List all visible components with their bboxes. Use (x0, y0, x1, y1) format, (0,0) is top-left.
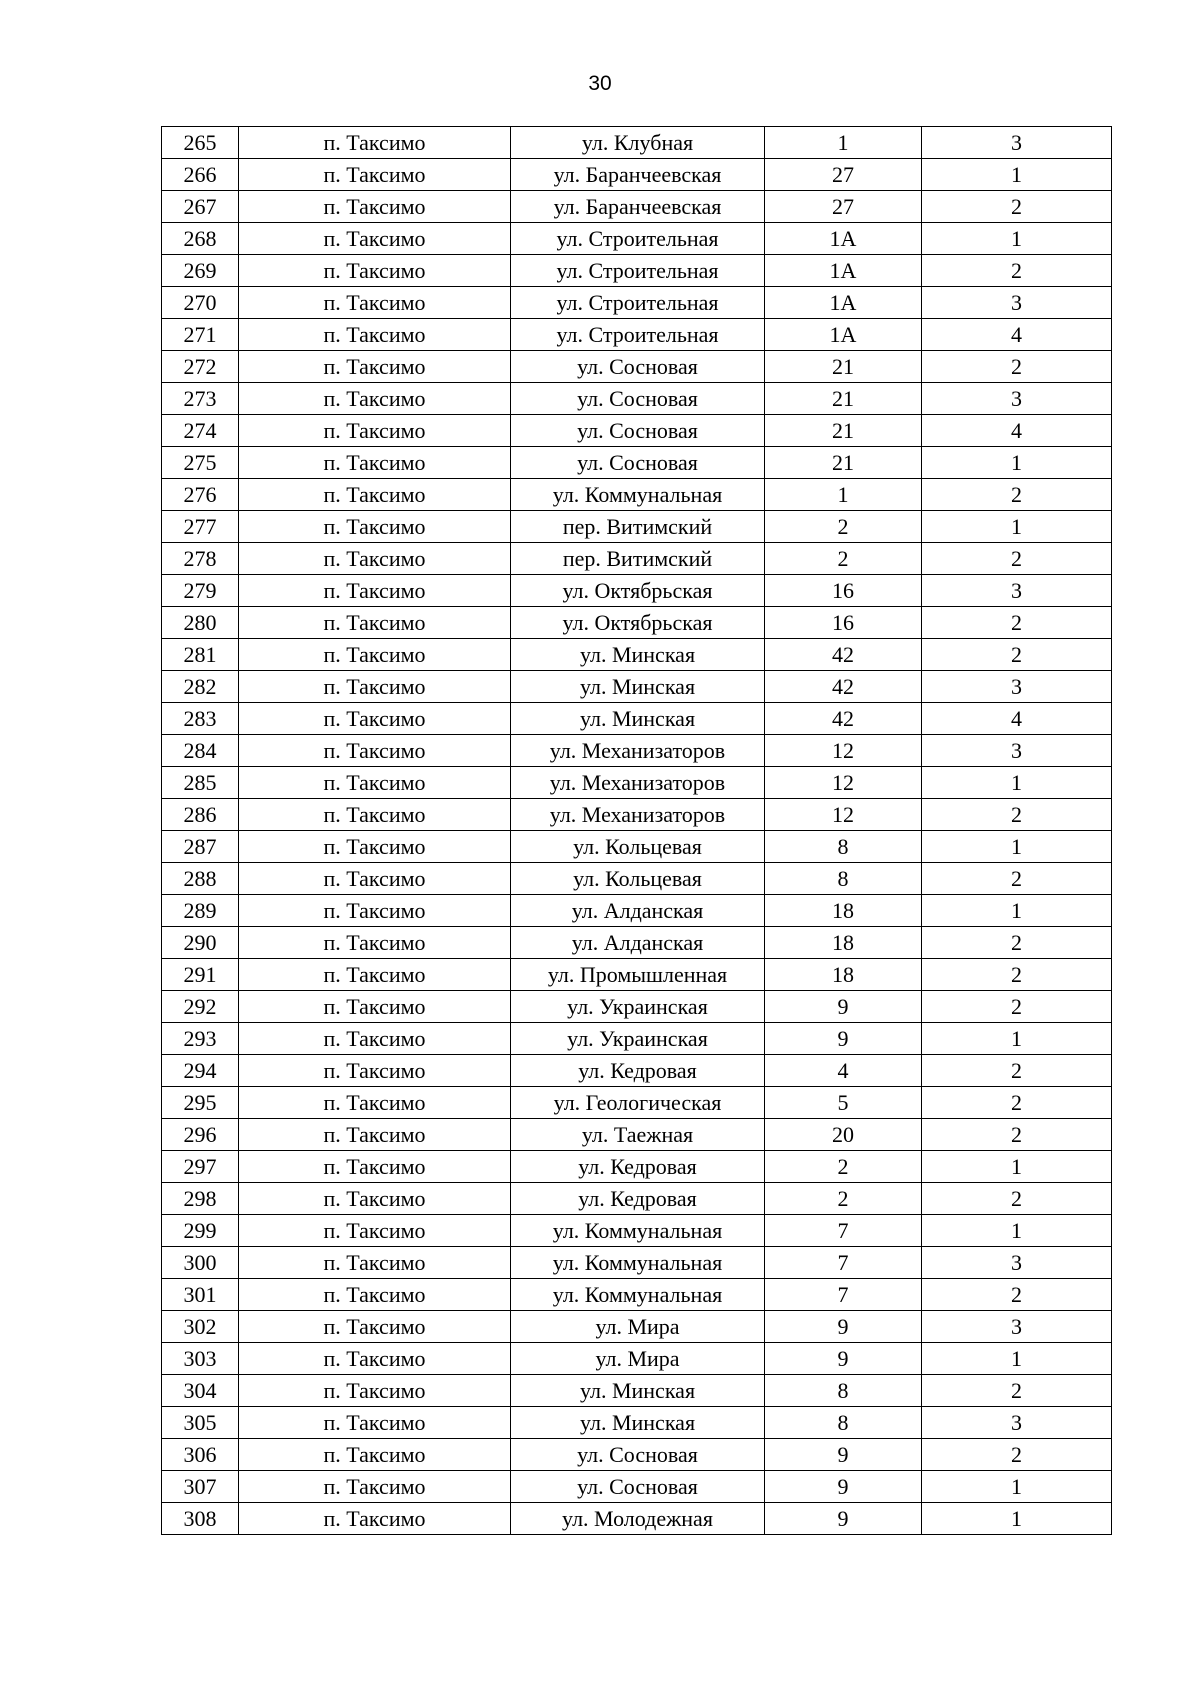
house-number-cell: 2 (765, 1183, 922, 1215)
street-cell: ул. Сосновая (511, 1471, 765, 1503)
table-row (162, 991, 1112, 1023)
house-number-cell: 8 (765, 831, 922, 863)
entrance-cell: 2 (922, 1375, 1112, 1407)
table-row (162, 703, 1112, 735)
house-number-cell: 8 (765, 1375, 922, 1407)
house-number-cell: 8 (765, 863, 922, 895)
house-number-cell: 27 (765, 191, 922, 223)
settlement-cell: п. Таксимо (239, 1311, 511, 1343)
entrance-cell: 3 (922, 287, 1112, 319)
entrance-cell: 1 (922, 223, 1112, 255)
table-row (162, 1151, 1112, 1183)
street-cell: ул. Кедровая (511, 1055, 765, 1087)
house-number-cell: 42 (765, 671, 922, 703)
street-cell: ул. Сосновая (511, 351, 765, 383)
entrance-cell: 3 (922, 1247, 1112, 1279)
house-number-cell: 7 (765, 1247, 922, 1279)
row-number-cell: 273 (162, 383, 239, 415)
row-number-cell: 283 (162, 703, 239, 735)
table-row (162, 287, 1112, 319)
street-cell: ул. Кольцевая (511, 831, 765, 863)
row-number-cell: 288 (162, 863, 239, 895)
table-row (162, 1471, 1112, 1503)
entrance-cell: 4 (922, 319, 1112, 351)
table-row (162, 1055, 1112, 1087)
settlement-cell: п. Таксимо (239, 191, 511, 223)
row-number-cell: 299 (162, 1215, 239, 1247)
house-number-cell: 42 (765, 639, 922, 671)
settlement-cell: п. Таксимо (239, 287, 511, 319)
house-number-cell: 20 (765, 1119, 922, 1151)
entrance-cell: 2 (922, 1119, 1112, 1151)
row-number-cell: 282 (162, 671, 239, 703)
house-number-cell: 12 (765, 799, 922, 831)
address-table-container (161, 126, 1111, 1535)
row-number-cell: 292 (162, 991, 239, 1023)
street-cell: ул. Механизаторов (511, 767, 765, 799)
entrance-cell: 2 (922, 191, 1112, 223)
settlement-cell: п. Таксимо (239, 575, 511, 607)
row-number-cell: 285 (162, 767, 239, 799)
street-cell: ул. Баранчеевская (511, 159, 765, 191)
street-cell: ул. Украинская (511, 1023, 765, 1055)
table-row (162, 767, 1112, 799)
entrance-cell: 2 (922, 991, 1112, 1023)
entrance-cell: 2 (922, 799, 1112, 831)
street-cell: ул. Кедровая (511, 1151, 765, 1183)
page-number: 30 (588, 72, 612, 95)
street-cell: ул. Строительная (511, 223, 765, 255)
street-cell: ул. Украинская (511, 991, 765, 1023)
settlement-cell: п. Таксимо (239, 159, 511, 191)
settlement-cell: п. Таксимо (239, 831, 511, 863)
house-number-cell: 1А (765, 255, 922, 287)
row-number-cell: 304 (162, 1375, 239, 1407)
table-row (162, 1119, 1112, 1151)
settlement-cell: п. Таксимо (239, 447, 511, 479)
entrance-cell: 1 (922, 895, 1112, 927)
street-cell: ул. Геологическая (511, 1087, 765, 1119)
entrance-cell: 3 (922, 1407, 1112, 1439)
entrance-cell: 2 (922, 927, 1112, 959)
settlement-cell: п. Таксимо (239, 1183, 511, 1215)
house-number-cell: 2 (765, 1151, 922, 1183)
house-number-cell: 18 (765, 927, 922, 959)
row-number-cell: 265 (162, 127, 239, 159)
street-cell: ул. Строительная (511, 319, 765, 351)
settlement-cell: п. Таксимо (239, 1343, 511, 1375)
table-row (162, 127, 1112, 159)
row-number-cell: 298 (162, 1183, 239, 1215)
address-table (161, 126, 1112, 1535)
street-cell: ул. Строительная (511, 287, 765, 319)
table-row (162, 1311, 1112, 1343)
settlement-cell: п. Таксимо (239, 1439, 511, 1471)
settlement-cell: п. Таксимо (239, 703, 511, 735)
street-cell: ул. Коммунальная (511, 1215, 765, 1247)
settlement-cell: п. Таксимо (239, 479, 511, 511)
table-row (162, 1087, 1112, 1119)
street-cell: пер. Витимский (511, 543, 765, 575)
row-number-cell: 272 (162, 351, 239, 383)
street-cell: ул. Коммунальная (511, 1247, 765, 1279)
house-number-cell: 27 (765, 159, 922, 191)
table-row (162, 1343, 1112, 1375)
house-number-cell: 21 (765, 415, 922, 447)
street-cell: ул. Клубная (511, 127, 765, 159)
row-number-cell: 306 (162, 1439, 239, 1471)
entrance-cell: 2 (922, 863, 1112, 895)
settlement-cell: п. Таксимо (239, 991, 511, 1023)
table-row (162, 1439, 1112, 1471)
settlement-cell: п. Таксимо (239, 415, 511, 447)
entrance-cell: 2 (922, 607, 1112, 639)
entrance-cell: 2 (922, 1439, 1112, 1471)
row-number-cell: 297 (162, 1151, 239, 1183)
street-cell: ул. Мира (511, 1343, 765, 1375)
house-number-cell: 1А (765, 319, 922, 351)
house-number-cell: 4 (765, 1055, 922, 1087)
settlement-cell: п. Таксимо (239, 1151, 511, 1183)
settlement-cell: п. Таксимо (239, 351, 511, 383)
entrance-cell: 1 (922, 1023, 1112, 1055)
table-row (162, 223, 1112, 255)
house-number-cell: 7 (765, 1215, 922, 1247)
row-number-cell: 274 (162, 415, 239, 447)
table-row (162, 319, 1112, 351)
settlement-cell: п. Таксимо (239, 607, 511, 639)
entrance-cell: 2 (922, 1087, 1112, 1119)
row-number-cell: 300 (162, 1247, 239, 1279)
table-row (162, 191, 1112, 223)
row-number-cell: 269 (162, 255, 239, 287)
street-cell: ул. Минская (511, 703, 765, 735)
row-number-cell: 284 (162, 735, 239, 767)
entrance-cell: 1 (922, 447, 1112, 479)
row-number-cell: 291 (162, 959, 239, 991)
house-number-cell: 9 (765, 1471, 922, 1503)
entrance-cell: 2 (922, 543, 1112, 575)
row-number-cell: 295 (162, 1087, 239, 1119)
entrance-cell: 2 (922, 479, 1112, 511)
street-cell: ул. Строительная (511, 255, 765, 287)
row-number-cell: 308 (162, 1503, 239, 1535)
table-row (162, 639, 1112, 671)
street-cell: ул. Сосновая (511, 383, 765, 415)
entrance-cell: 2 (922, 351, 1112, 383)
house-number-cell: 9 (765, 1439, 922, 1471)
house-number-cell: 1 (765, 127, 922, 159)
street-cell: ул. Алданская (511, 927, 765, 959)
settlement-cell: п. Таксимо (239, 543, 511, 575)
entrance-cell: 2 (922, 639, 1112, 671)
street-cell: ул. Алданская (511, 895, 765, 927)
table-row (162, 799, 1112, 831)
settlement-cell: п. Таксимо (239, 863, 511, 895)
street-cell: ул. Механизаторов (511, 735, 765, 767)
street-cell: ул. Кольцевая (511, 863, 765, 895)
table-row (162, 415, 1112, 447)
settlement-cell: п. Таксимо (239, 1279, 511, 1311)
row-number-cell: 307 (162, 1471, 239, 1503)
table-row (162, 607, 1112, 639)
table-row (162, 1183, 1112, 1215)
house-number-cell: 12 (765, 735, 922, 767)
entrance-cell: 3 (922, 383, 1112, 415)
table-row (162, 1503, 1112, 1535)
settlement-cell: п. Таксимо (239, 223, 511, 255)
table-row (162, 447, 1112, 479)
table-row (162, 543, 1112, 575)
street-cell: пер. Витимский (511, 511, 765, 543)
entrance-cell: 1 (922, 831, 1112, 863)
settlement-cell: п. Таксимо (239, 927, 511, 959)
street-cell: ул. Сосновая (511, 447, 765, 479)
row-number-cell: 294 (162, 1055, 239, 1087)
entrance-cell: 2 (922, 255, 1112, 287)
house-number-cell: 12 (765, 767, 922, 799)
row-number-cell: 268 (162, 223, 239, 255)
row-number-cell: 279 (162, 575, 239, 607)
settlement-cell: п. Таксимо (239, 1503, 511, 1535)
entrance-cell: 2 (922, 1055, 1112, 1087)
table-row (162, 1279, 1112, 1311)
street-cell: ул. Минская (511, 671, 765, 703)
street-cell: ул. Баранчеевская (511, 191, 765, 223)
house-number-cell: 5 (765, 1087, 922, 1119)
house-number-cell: 21 (765, 383, 922, 415)
row-number-cell: 267 (162, 191, 239, 223)
house-number-cell: 1 (765, 479, 922, 511)
entrance-cell: 4 (922, 415, 1112, 447)
row-number-cell: 277 (162, 511, 239, 543)
settlement-cell: п. Таксимо (239, 1055, 511, 1087)
entrance-cell: 1 (922, 1151, 1112, 1183)
table-row (162, 927, 1112, 959)
settlement-cell: п. Таксимо (239, 1247, 511, 1279)
house-number-cell: 9 (765, 1503, 922, 1535)
table-row (162, 1023, 1112, 1055)
street-cell: ул. Механизаторов (511, 799, 765, 831)
entrance-cell: 1 (922, 767, 1112, 799)
street-cell: ул. Промышленная (511, 959, 765, 991)
table-row (162, 1407, 1112, 1439)
row-number-cell: 290 (162, 927, 239, 959)
house-number-cell: 2 (765, 543, 922, 575)
row-number-cell: 276 (162, 479, 239, 511)
street-cell: ул. Октябрьская (511, 575, 765, 607)
row-number-cell: 271 (162, 319, 239, 351)
row-number-cell: 275 (162, 447, 239, 479)
entrance-cell: 1 (922, 159, 1112, 191)
street-cell: ул. Таежная (511, 1119, 765, 1151)
settlement-cell: п. Таксимо (239, 895, 511, 927)
settlement-cell: п. Таксимо (239, 1407, 511, 1439)
settlement-cell: п. Таксимо (239, 1375, 511, 1407)
table-row (162, 863, 1112, 895)
row-number-cell: 289 (162, 895, 239, 927)
table-row (162, 383, 1112, 415)
street-cell: ул. Коммунальная (511, 479, 765, 511)
row-number-cell: 301 (162, 1279, 239, 1311)
house-number-cell: 16 (765, 607, 922, 639)
street-cell: ул. Коммунальная (511, 1279, 765, 1311)
entrance-cell: 4 (922, 703, 1112, 735)
house-number-cell: 9 (765, 1311, 922, 1343)
table-row (162, 831, 1112, 863)
table-row (162, 735, 1112, 767)
settlement-cell: п. Таксимо (239, 1119, 511, 1151)
entrance-cell: 1 (922, 1471, 1112, 1503)
settlement-cell: п. Таксимо (239, 255, 511, 287)
table-row (162, 671, 1112, 703)
house-number-cell: 21 (765, 351, 922, 383)
street-cell: ул. Сосновая (511, 415, 765, 447)
street-cell: ул. Мира (511, 1311, 765, 1343)
entrance-cell: 3 (922, 1311, 1112, 1343)
row-number-cell: 287 (162, 831, 239, 863)
table-row (162, 479, 1112, 511)
table-row (162, 159, 1112, 191)
settlement-cell: п. Таксимо (239, 959, 511, 991)
settlement-cell: п. Таксимо (239, 767, 511, 799)
entrance-cell: 3 (922, 735, 1112, 767)
street-cell: ул. Молодежная (511, 1503, 765, 1535)
row-number-cell: 286 (162, 799, 239, 831)
house-number-cell: 42 (765, 703, 922, 735)
settlement-cell: п. Таксимо (239, 799, 511, 831)
entrance-cell: 3 (922, 575, 1112, 607)
row-number-cell: 305 (162, 1407, 239, 1439)
settlement-cell: п. Таксимо (239, 127, 511, 159)
entrance-cell: 1 (922, 511, 1112, 543)
row-number-cell: 293 (162, 1023, 239, 1055)
house-number-cell: 9 (765, 1343, 922, 1375)
table-row (162, 959, 1112, 991)
table-row (162, 1247, 1112, 1279)
entrance-cell: 2 (922, 1279, 1112, 1311)
entrance-cell: 3 (922, 127, 1112, 159)
row-number-cell: 302 (162, 1311, 239, 1343)
house-number-cell: 16 (765, 575, 922, 607)
row-number-cell: 266 (162, 159, 239, 191)
house-number-cell: 7 (765, 1279, 922, 1311)
house-number-cell: 21 (765, 447, 922, 479)
house-number-cell: 1А (765, 223, 922, 255)
house-number-cell: 1А (765, 287, 922, 319)
street-cell: ул. Сосновая (511, 1439, 765, 1471)
settlement-cell: п. Таксимо (239, 671, 511, 703)
row-number-cell: 270 (162, 287, 239, 319)
settlement-cell: п. Таксимо (239, 735, 511, 767)
street-cell: ул. Минская (511, 1407, 765, 1439)
table-row (162, 895, 1112, 927)
settlement-cell: п. Таксимо (239, 511, 511, 543)
entrance-cell: 1 (922, 1343, 1112, 1375)
street-cell: ул. Кедровая (511, 1183, 765, 1215)
settlement-cell: п. Таксимо (239, 1471, 511, 1503)
settlement-cell: п. Таксимо (239, 319, 511, 351)
street-cell: ул. Минская (511, 1375, 765, 1407)
row-number-cell: 278 (162, 543, 239, 575)
table-row (162, 1375, 1112, 1407)
address-table-body (162, 127, 1112, 1535)
row-number-cell: 303 (162, 1343, 239, 1375)
house-number-cell: 9 (765, 991, 922, 1023)
row-number-cell: 281 (162, 639, 239, 671)
row-number-cell: 296 (162, 1119, 239, 1151)
entrance-cell: 2 (922, 959, 1112, 991)
entrance-cell: 3 (922, 671, 1112, 703)
settlement-cell: п. Таксимо (239, 383, 511, 415)
settlement-cell: п. Таксимо (239, 639, 511, 671)
entrance-cell: 2 (922, 1183, 1112, 1215)
house-number-cell: 8 (765, 1407, 922, 1439)
table-row (162, 255, 1112, 287)
house-number-cell: 9 (765, 1023, 922, 1055)
table-row (162, 1215, 1112, 1247)
entrance-cell: 1 (922, 1215, 1112, 1247)
entrance-cell: 1 (922, 1503, 1112, 1535)
street-cell: ул. Минская (511, 639, 765, 671)
house-number-cell: 18 (765, 959, 922, 991)
house-number-cell: 18 (765, 895, 922, 927)
table-row (162, 511, 1112, 543)
row-number-cell: 280 (162, 607, 239, 639)
settlement-cell: п. Таксимо (239, 1023, 511, 1055)
settlement-cell: п. Таксимо (239, 1215, 511, 1247)
street-cell: ул. Октябрьская (511, 607, 765, 639)
table-row (162, 575, 1112, 607)
house-number-cell: 2 (765, 511, 922, 543)
settlement-cell: п. Таксимо (239, 1087, 511, 1119)
table-row (162, 351, 1112, 383)
